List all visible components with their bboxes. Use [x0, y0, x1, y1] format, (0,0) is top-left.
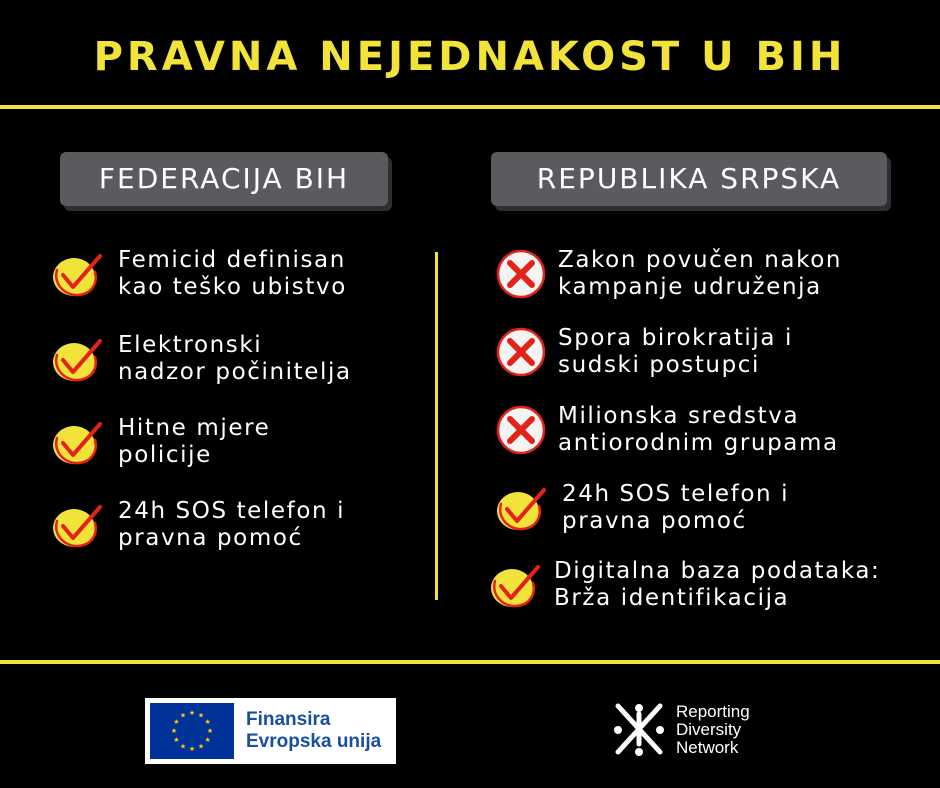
list-item	[48, 415, 270, 469]
item-line-1: Digitalna baza podataka:	[554, 558, 881, 584]
item-line-1: 24h SOS telefon i	[562, 481, 790, 507]
item-line-2: kao teško ubistvo	[118, 274, 347, 300]
svg-text:★: ★	[188, 745, 196, 753]
svg-text:★: ★	[179, 711, 187, 720]
svg-text:★: ★	[204, 718, 211, 726]
rdn-logo	[612, 700, 750, 760]
list-item	[48, 498, 345, 552]
svg-text:★: ★	[170, 727, 178, 735]
item-line-1: Milionska sredstva	[558, 403, 800, 429]
republika-srpska-header: REPUBLIKA SRPSKA	[491, 152, 887, 206]
rdn-logo-icon	[612, 700, 666, 760]
cross-icon	[492, 403, 550, 457]
svg-text:★: ★	[206, 727, 214, 735]
list-item	[492, 325, 793, 379]
item-line-2: sudski postupci	[558, 352, 761, 378]
column-divider	[435, 252, 438, 600]
top-divider	[0, 105, 940, 109]
eu-text-line-2: Evropska unija	[246, 731, 382, 752]
svg-text:★: ★	[197, 742, 205, 751]
list-item	[492, 403, 839, 457]
item-line-2: antiorodnim grupama	[558, 430, 839, 456]
list-item	[48, 247, 347, 301]
federacija-header: FEDERACIJA BIH	[60, 152, 388, 206]
item-line-2: Brža identifikacija	[554, 585, 790, 611]
item-line-2: kampanje udruženja	[558, 274, 822, 300]
item-line-2: policije	[118, 442, 212, 468]
check-icon	[48, 498, 106, 552]
eu-flag-icon	[150, 703, 234, 759]
item-line-1: 24h SOS telefon i	[118, 498, 346, 524]
list-item	[48, 332, 352, 386]
svg-text:★: ★	[173, 736, 180, 744]
rdn-line-1: Reporting	[676, 702, 750, 721]
svg-text:★: ★	[188, 709, 196, 717]
bottom-divider	[0, 660, 940, 664]
check-icon	[48, 415, 106, 469]
page-title: PRAVNA NEJEDNAKOST U BIH	[93, 34, 847, 80]
eu-funding-badge	[145, 698, 396, 764]
cross-icon	[492, 325, 550, 379]
list-item	[492, 481, 789, 535]
svg-text:★: ★	[173, 718, 180, 726]
item-line-2: pravna pomoć	[562, 508, 747, 534]
check-icon	[48, 247, 106, 301]
cross-icon	[492, 247, 550, 301]
list-item	[492, 247, 842, 301]
item-line-1: Zakon povučen nakon	[558, 247, 843, 273]
check-icon	[48, 332, 106, 386]
check-icon	[492, 481, 550, 535]
svg-text:★: ★	[179, 742, 187, 751]
svg-text:★: ★	[204, 736, 211, 744]
eu-text-line-1: Finansira	[246, 709, 331, 730]
rdn-line-3: Network	[676, 738, 739, 757]
list-item	[486, 558, 880, 612]
item-line-2: pravna pomoć	[118, 525, 303, 551]
rdn-line-2: Diversity	[676, 720, 742, 739]
check-icon	[486, 558, 544, 612]
item-line-2: nadzor počinitelja	[118, 359, 352, 385]
item-line-1: Spora birokratija i	[558, 325, 794, 351]
svg-text:★: ★	[197, 711, 205, 720]
item-line-1: Femicid definisan	[118, 247, 346, 273]
item-line-1: Elektronski	[118, 332, 263, 358]
item-line-1: Hitne mjere	[118, 415, 271, 441]
